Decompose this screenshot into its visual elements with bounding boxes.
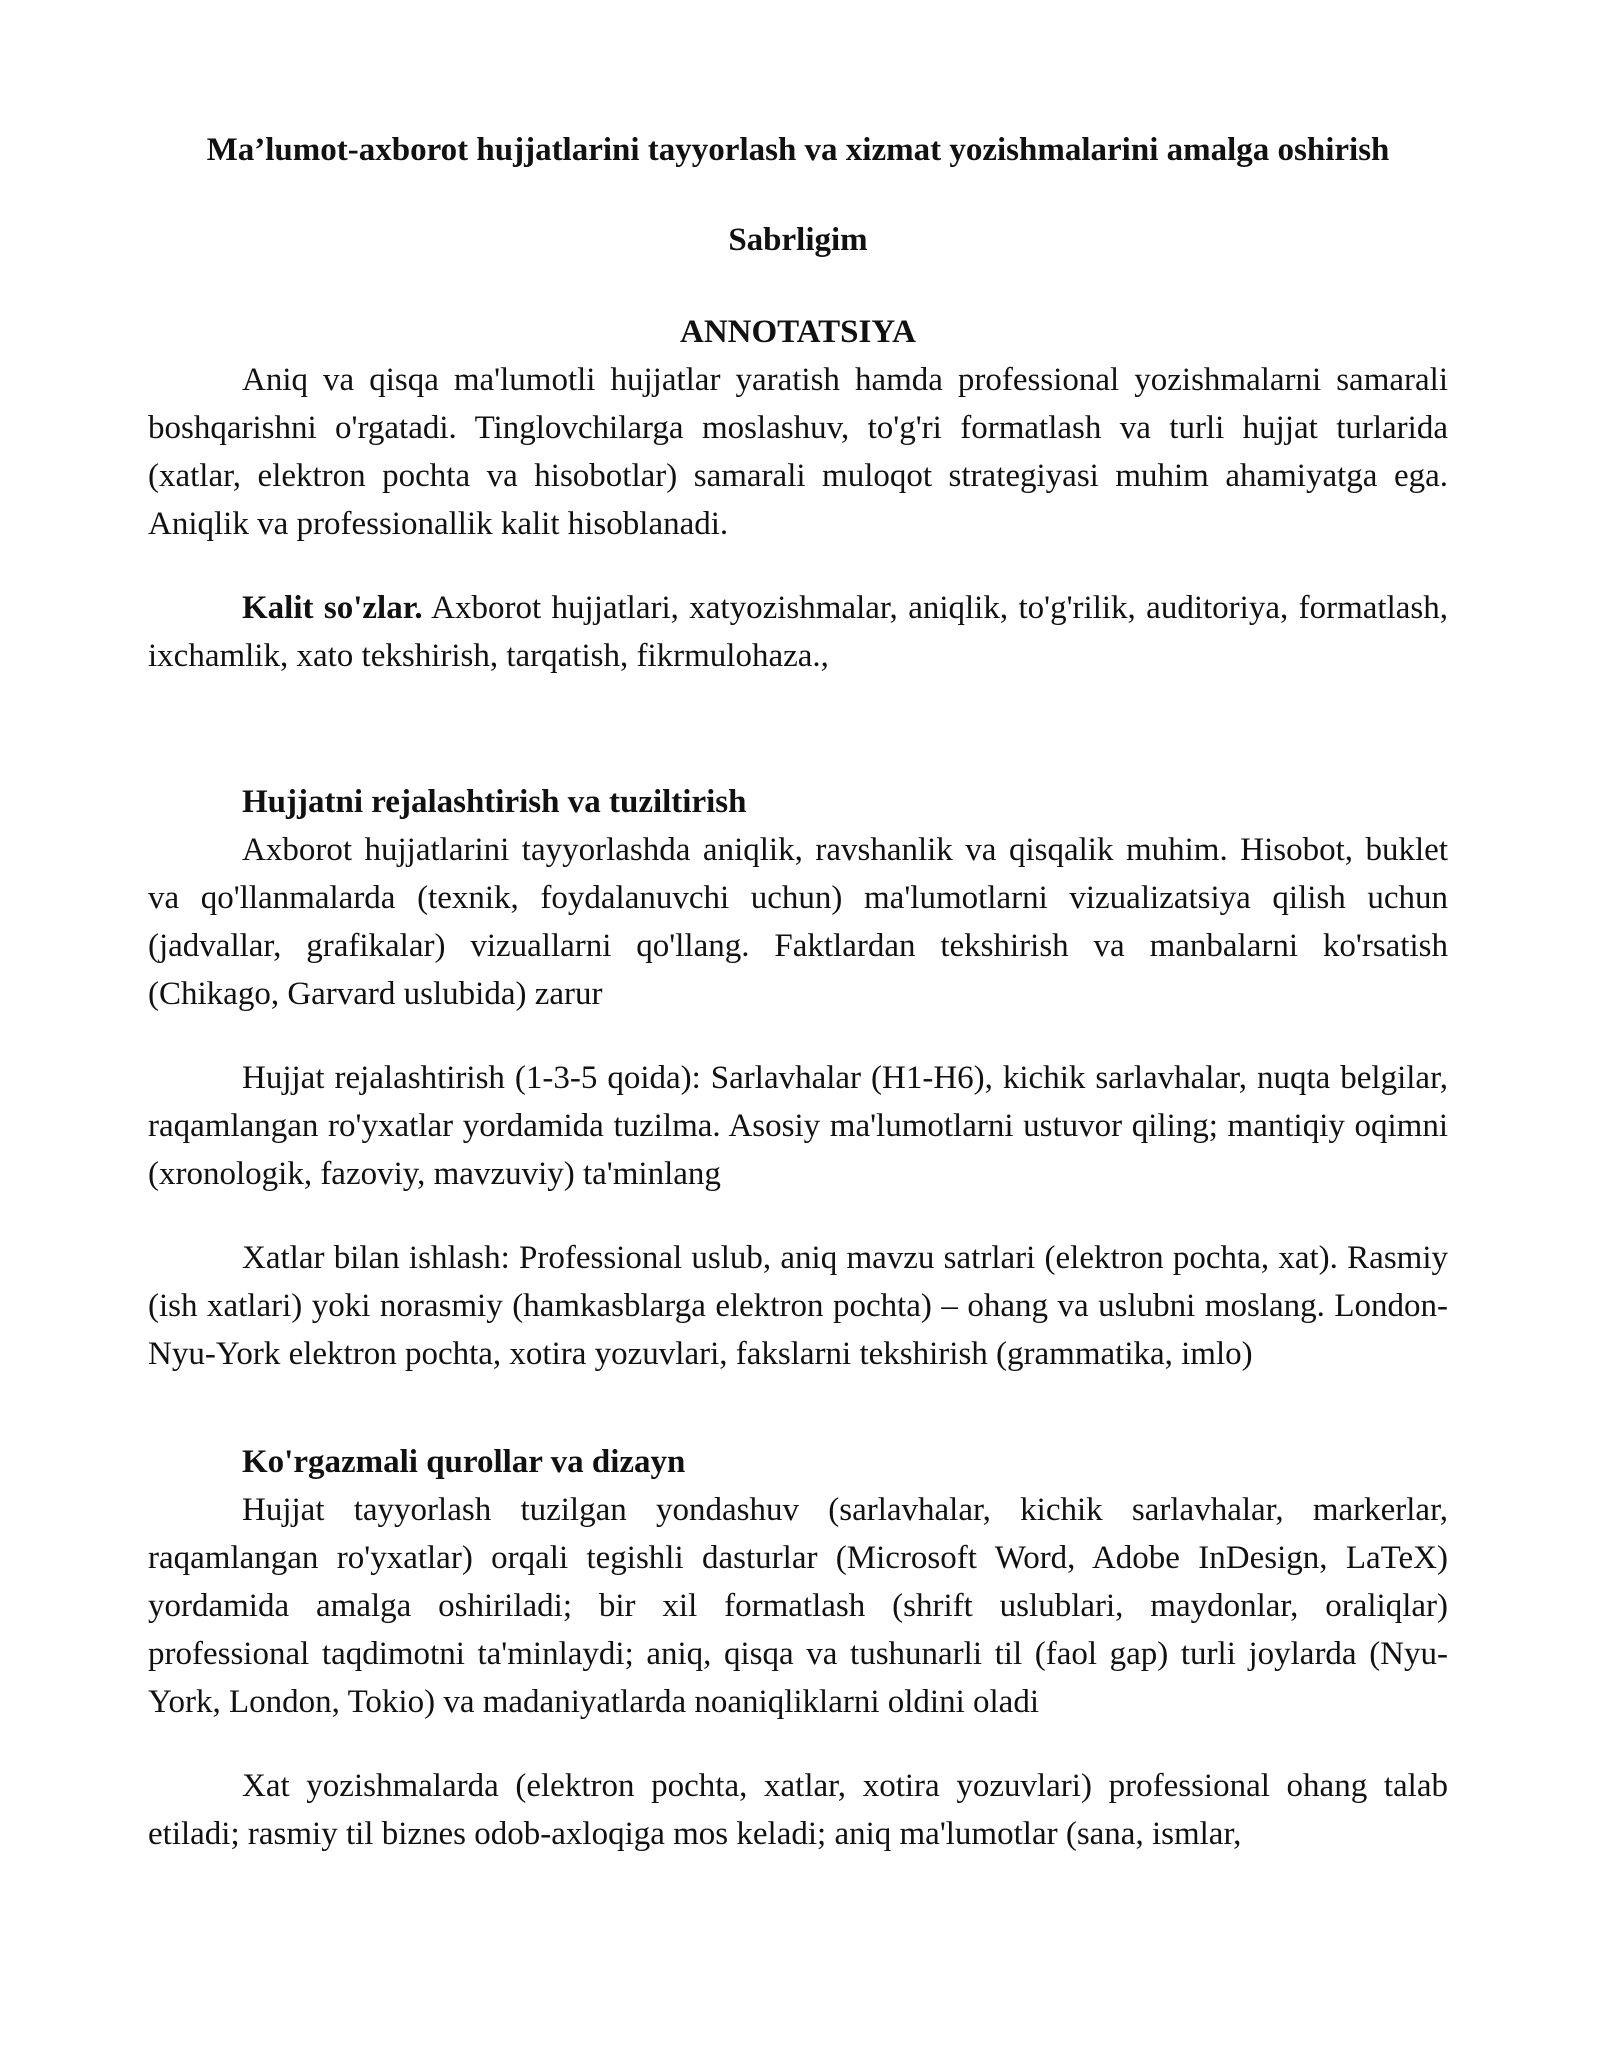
section-paragraph: Hujjat tayyorlash tuzilgan yondashuv (sarlavhalar, kichik sarlavhalar, markerlar, raqamlangan ro'yxatlar) orqali tegishli dasturlar (Microsoft Word, Adobe InDesign, LaTeX) yordamida amalga oshiriladi; bir xil formatlash (shrift uslublari, maydonlar, oraliqlar) professional taqdimotni ta'minlaydi; aniq, qisqa va tushunarli til (faol gap) turli joylarda (Nyu-York, London, Tokio) va madaniyatlarda noaniqliklarni oldini oladi bbox=[148, 1492, 1448, 1720]
author-name: Sabrligim bbox=[728, 222, 868, 258]
section-paragraph: Xat yozishmalarda (elektron pochta, xatlar, xotira yozuvlari) professional ohang talab etiladi; rasmiy til biznes odob-axloqiga mos keladi; aniq ma'lumotlar (sana, ismlar, bbox=[148, 1768, 1448, 1852]
keywords-text: Axborot hujjatlari, xatyozishmalar, aniqlik, to'g'rilik, auditoriya, formatlash, ixchamlik, xato tekshirish, tarqatish, fikrmulohaza., bbox=[148, 590, 1448, 674]
keywords-label: Kalit so'zlar. bbox=[242, 590, 423, 626]
section-paragraph: Xatlar bilan ishlash: Professional uslub, aniq mavzu satrlari (elektron pochta, xat). Rasmiy (ish xatlari) yoki norasmiy (hamkasblarga elektron pochta) – ohang va uslubni moslang. London-Nyu-York elektron pochta, xotira yozuvlari, fakslarni tekshirish (grammatika, imlo) bbox=[148, 1240, 1448, 1372]
document-title: Ma’lumot-axborot hujjatlarini tayyorlash va xizmat yozishmalarini amalga oshirish bbox=[206, 132, 1390, 168]
section-heading-visual-aids: Ko'rgazmali qurollar va dizayn bbox=[242, 1444, 686, 1480]
section-paragraph: Hujjat rejalashtirish (1-3-5 qoida): Sarlavhalar (H1-H6), kichik sarlavhalar, nuqta belgilar, raqamlangan ro'yxatlar yordamida tuzilma. Asosiy ma'lumotlarni ustuvor qiling; mantiqiy oqimni (xronologik, fazoviy, mavzuviy) ta'minlang bbox=[148, 1060, 1448, 1192]
section-paragraph: Axborot hujjatlarini tayyorlashda aniqlik, ravshanlik va qisqalik muhim. Hisobot, buklet va qo'llanmalarda (texnik, foydalanuvchi uchun) ma'lumotlarni vizualizatsiya qilish uchun (jadvallar, grafikalar) vizuallarni qo'llang. Faktlardan tekshirish va manbalarni ko'rsatish (Chikago, Garvard uslubida) zarur bbox=[148, 832, 1448, 1012]
annotation-heading: ANNOTATSIYA bbox=[680, 314, 916, 350]
section-heading-planning: Hujjatni rejalashtirish va tuziltirish bbox=[242, 784, 747, 820]
annotation-paragraph: Aniq va qisqa ma'lumotli hujjatlar yaratish hamda professional yozishmalarni samarali boshqarishni o'rgatadi. Tinglovchilarga moslashuv, to'g'ri formatlash va turli hujjat turlarida (xatlar, elektron pochta va hisobotlar) samarali muloqot strategiyasi muhim ahamiyatga ega. Aniqlik va professionallik kalit hisoblanadi. bbox=[148, 362, 1448, 542]
document-page bbox=[148, 128, 1448, 1858]
keywords-paragraph bbox=[148, 584, 1448, 680]
